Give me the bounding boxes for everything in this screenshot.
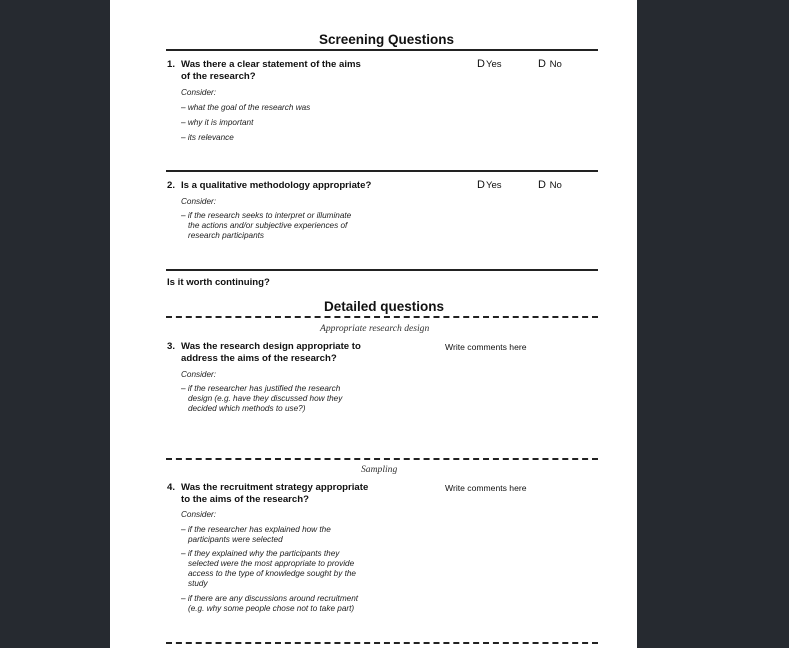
dashed-divider-1 [166, 316, 598, 318]
question-4-bullet2-line-2: selected were the most appropriate to provide [188, 559, 355, 568]
no-label: No [549, 180, 562, 191]
question-1-bullet-3: – its relevance [181, 133, 234, 142]
question-4-bullet3-line-1: – if there are any discussions around recruitment [181, 594, 359, 603]
continuing-question: Is it worth continuing? [167, 277, 270, 288]
question-1-consider: Consider: [181, 88, 217, 97]
question-1-yes-option[interactable] [477, 58, 502, 70]
dashed-divider-3 [166, 642, 598, 644]
question-1-text-line2: of the research? [181, 71, 256, 82]
question-4-bullet1-line-1: – if the researcher has explained how the [181, 525, 331, 534]
checkbox-icon: D [538, 179, 546, 191]
question-2-bullet-line-2: the actions and/or subjective experiences of [188, 221, 348, 230]
question-4-bullet2-line-4: study [188, 579, 208, 588]
question-3-bullet-line-1: – if the researcher has justified the research [181, 384, 341, 393]
question-2-bullet-line-1: – if the research seeks to interpret or illuminate [181, 211, 352, 220]
question-2-consider: Consider: [181, 197, 217, 206]
question-3-consider: Consider: [181, 370, 217, 379]
question-2-bullet-line-3: research participants [188, 231, 264, 240]
question-1-rule [166, 170, 598, 172]
question-2-text: Is a qualitative methodology appropriate? [181, 180, 372, 191]
question-4-bullet2-line-3: access to the type of knowledge sought by the [188, 569, 356, 578]
checkbox-icon: D [538, 58, 546, 70]
question-4-number: 4. [167, 482, 176, 493]
section-label-sampling: Sampling [361, 464, 398, 475]
question-2-number: 2. [167, 180, 176, 191]
question-4-bullet3-line-2: (e.g. why some people chose not to take part) [188, 604, 355, 613]
checkbox-icon: D [477, 179, 485, 191]
checkbox-icon: D [477, 58, 485, 70]
question-2-no-option[interactable] [538, 179, 562, 191]
question-4-text-line1: Was the recruitment strategy appropriate [181, 482, 369, 493]
question-2-rule [166, 269, 598, 271]
yes-label: Yes [485, 180, 502, 191]
section-label-design: Appropriate research design [320, 323, 430, 334]
heading-rule [166, 49, 598, 51]
question-4-text-line2: to the aims of the research? [181, 494, 309, 505]
yes-label: Yes [485, 59, 502, 70]
question-2-yes-option[interactable] [477, 179, 502, 191]
question-3-bullet-line-3: decided which methods to use?) [188, 404, 306, 413]
question-3-number: 3. [167, 341, 176, 352]
screening-heading: Screening Questions [319, 32, 455, 47]
question-4-comment-field[interactable]: Write comments here [445, 483, 527, 493]
no-label: No [549, 59, 562, 70]
question-4-consider: Consider: [181, 510, 217, 519]
detailed-heading: Detailed questions [324, 299, 445, 314]
question-3-text-line2: address the aims of the research? [181, 353, 337, 364]
question-1-bullet-1: – what the goal of the research was [181, 103, 311, 112]
question-3-bullet-line-2: design (e.g. have they discussed how they [188, 394, 343, 403]
dashed-divider-2 [166, 458, 598, 460]
question-1-bullet-2: – why it is important [181, 118, 254, 127]
question-1-number: 1. [167, 59, 176, 70]
document-page [110, 0, 637, 648]
question-3-text-line1: Was the research design appropriate to [181, 341, 361, 352]
question-4-bullet2-line-1: – if they explained why the participants they [181, 549, 340, 558]
question-4-bullet1-line-2: participants were selected [188, 535, 283, 544]
question-3-comment-field[interactable]: Write comments here [445, 342, 527, 352]
question-1-text-line1: Was there a clear statement of the aims [181, 59, 361, 70]
question-1-no-option[interactable] [538, 58, 562, 70]
